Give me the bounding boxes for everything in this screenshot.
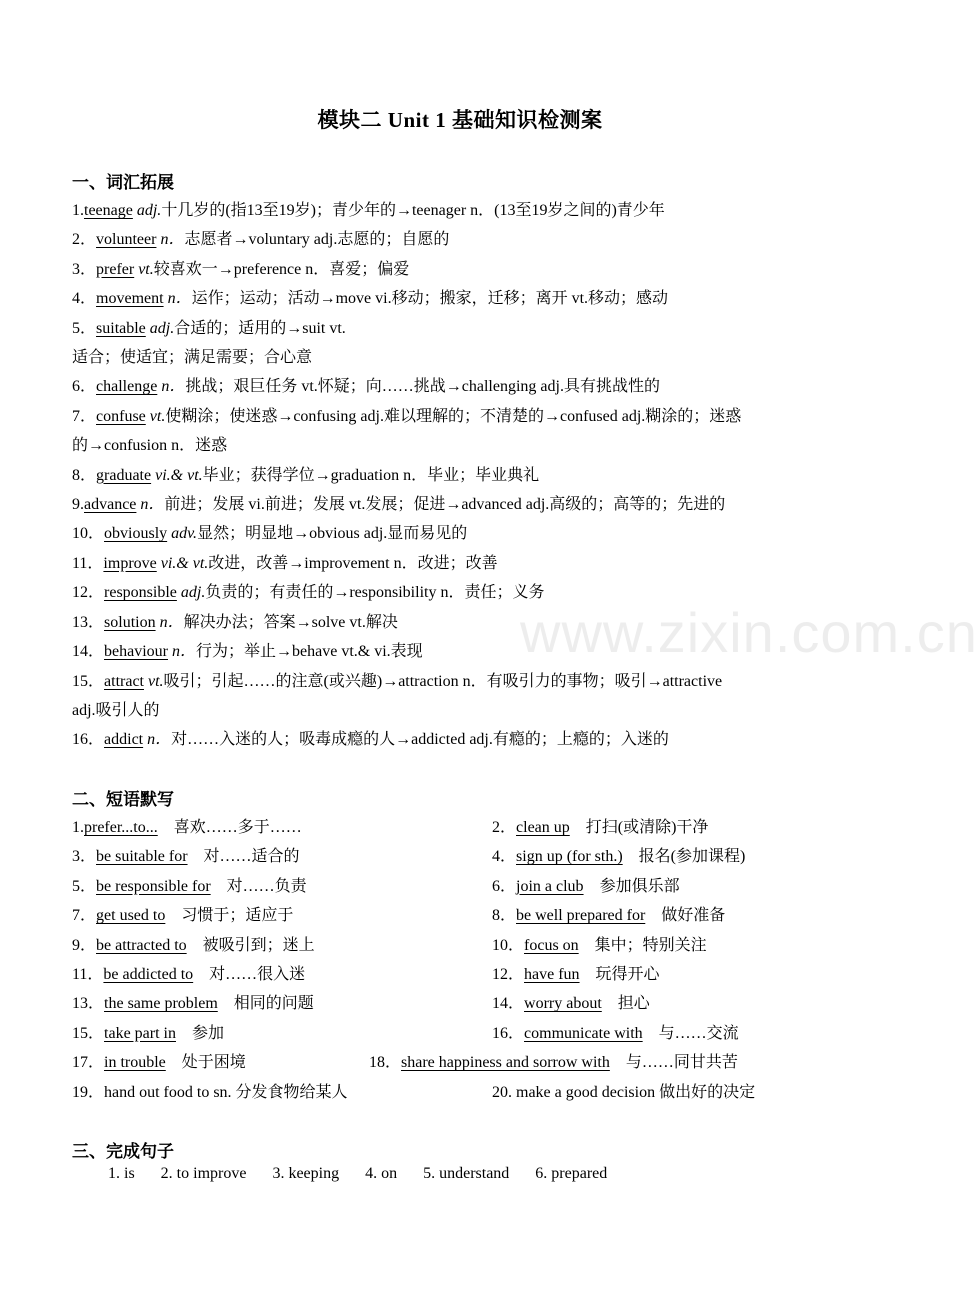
phrase-row: [72, 872, 852, 901]
phrase-answer: sign up (for sth.): [516, 848, 623, 866]
vocab-item: [72, 196, 852, 225]
phrase-left: [72, 960, 305, 989]
phrase-number: 18．: [369, 1054, 402, 1072]
vocab-pos: adj.: [132, 202, 162, 219]
vocab-word: graduate: [96, 466, 152, 484]
phrase-answer: clean up: [516, 819, 570, 836]
vocab-definition: 解决办法；答案→solve vt.解决: [183, 613, 398, 631]
vocab-definition: 显然；明显地→obvious adj.显而易见的: [197, 525, 468, 543]
vocab-item: [72, 519, 852, 548]
phrase-meaning: 对……负责: [210, 877, 307, 895]
vocab-pos: n．: [168, 643, 197, 661]
phrase-right: [492, 901, 725, 930]
phrase-meaning: 相同的问题: [217, 995, 314, 1013]
phrase-left: [72, 842, 300, 871]
phrase-answer: focus on: [524, 936, 579, 954]
vocab-definition: 使糊涂；使迷惑→confusing adj.难以理解的；不清楚的→confused adj.糊涂的；迷惑: [165, 407, 742, 425]
phrase-right: [492, 931, 707, 960]
vocab-number: 14．: [72, 643, 105, 661]
vocab-number: 9.: [72, 496, 84, 514]
vocab-item: [72, 490, 852, 519]
vocab-word: advance: [84, 496, 137, 514]
phrase-answer: be addicted to: [103, 965, 194, 983]
vocab-item: [72, 314, 852, 343]
vocab-number: 1.: [72, 202, 84, 219]
phrase-left: [72, 1019, 224, 1048]
phrase-number: 4．: [492, 848, 517, 866]
vocab-definition: 运作；运动；活动→move vi.移动；搬家，迁移；离开 vt.移动；感动: [191, 290, 669, 308]
vocab-definition: 对……入迷的人；吸毒成瘾的人→addicted adj.有瘾的；上瘾的；入迷的: [171, 731, 669, 749]
phrase-right: [492, 1019, 739, 1048]
phrase-number: 17．: [72, 1054, 105, 1072]
phrase-number: 2．: [492, 819, 517, 836]
phrase-meaning: 报名(参加课程): [622, 848, 746, 866]
phrase-list: [72, 813, 852, 1107]
vocab-item: [72, 725, 852, 754]
phrase-row: [72, 901, 852, 930]
phrase-meaning: 参加: [175, 1024, 224, 1042]
phrase-meaning: 参加俱乐部: [583, 877, 680, 895]
vocab-pos: adj.: [145, 319, 175, 337]
vocab-number: 6．: [72, 378, 97, 396]
vocab-pos: vi.& vt.: [156, 554, 209, 572]
vocab-definition: 较喜欢一→preference n．喜爱；偏爱: [153, 260, 410, 278]
phrase-answer: be well prepared for: [516, 907, 646, 925]
phrase-meaning: 被吸引到；迷上: [186, 936, 315, 954]
sentence-answer: 1. is: [108, 1165, 135, 1182]
phrase-row: [72, 1019, 852, 1048]
vocab-pos: n．: [156, 231, 185, 249]
phrase-meaning: 处于困境: [165, 1054, 246, 1072]
sentence-answer: 2. to improve: [160, 1165, 247, 1182]
vocab-item: [72, 284, 852, 313]
vocab-word: volunteer: [96, 231, 157, 249]
vocab-item: [72, 637, 852, 666]
phrase-meaning: 对……很入迷: [193, 965, 306, 983]
vocab-pos: n．: [136, 496, 165, 514]
vocab-word: movement: [96, 290, 164, 308]
section-heading-sentences: 三、完成句子: [72, 1142, 174, 1161]
vocab-definition: 适合；使适宜；满足需要；合心意: [72, 349, 313, 367]
phrase-answer: be suitable for: [96, 848, 188, 866]
vocab-word: confuse: [96, 407, 146, 425]
vocab-item: [72, 343, 852, 372]
vocab-number: 7．: [72, 407, 97, 425]
section-heading-phrases: 二、短语默写: [72, 790, 174, 809]
phrase-meaning: 与……同甘共苦: [609, 1054, 738, 1072]
vocab-pos: adv.: [167, 525, 198, 543]
phrase-right: [492, 989, 650, 1018]
sentence-answer: 4. on: [365, 1165, 398, 1182]
vocab-item: [72, 608, 852, 637]
phrase-meaning: 习惯于；适应于: [165, 907, 294, 925]
phrase-answer: join a club: [516, 877, 584, 895]
vocab-number: 8．: [72, 466, 97, 484]
phrase-number: 14．: [492, 995, 525, 1013]
vocab-pos: vt.: [145, 407, 166, 425]
vocab-definition: 行为；举止→behave vt.& vi.表现: [196, 643, 423, 661]
phrase-row: [72, 1048, 852, 1077]
vocab-definition: 改进，改善→improvement n．改进；改善: [208, 554, 498, 572]
phrase-meaning: 玩得开心: [579, 965, 660, 983]
phrase-right: [492, 872, 680, 901]
vocab-pos: vt.: [134, 260, 154, 278]
phrase-row: [72, 1078, 852, 1107]
vocab-number: 12．: [72, 584, 105, 602]
vocab-definition: 的→confusion n．迷惑: [72, 437, 228, 455]
phrase-number: 7．: [72, 907, 97, 925]
phrase-left: [72, 872, 307, 901]
vocab-word: addict: [104, 731, 144, 749]
page-title: 模块二 Unit 1 基础知识检测案: [317, 108, 603, 132]
phrase-left: [72, 901, 293, 930]
phrase-number: 5．: [72, 877, 97, 895]
phrase-answer: get used to: [96, 907, 166, 925]
phrase-answer: have fun: [524, 965, 580, 983]
phrase-left: [72, 1048, 246, 1077]
vocab-definition: 挑战；艰巨任务 vt.怀疑；向……挑战→challenging adj.具有挑战性的: [185, 378, 660, 396]
vocab-word: attract: [104, 672, 144, 690]
phrase-row: [72, 989, 852, 1018]
vocab-item: [72, 255, 852, 284]
vocab-item: [72, 431, 852, 460]
phrase-middle: [369, 1048, 738, 1077]
phrase-number: 1.: [72, 819, 84, 836]
phrase-answer: in trouble: [104, 1054, 166, 1072]
phrase-number: 13．: [72, 995, 105, 1013]
vocab-item: [72, 549, 852, 578]
vocab-word: prefer: [96, 260, 135, 278]
vocab-item: [72, 667, 852, 696]
phrase-answer: share happiness and sorrow with: [401, 1054, 610, 1072]
sentence-answer: 6. prepared: [535, 1165, 608, 1182]
phrase-meaning: 与……交流: [642, 1024, 739, 1042]
vocab-pos: vt.: [143, 672, 164, 690]
vocab-pos: n．: [143, 731, 172, 749]
vocab-number: 11．: [72, 554, 104, 572]
vocab-pos: adj.: [176, 584, 206, 602]
phrase-row: [72, 960, 852, 989]
phrase-left: [72, 989, 314, 1018]
phrase-row: [72, 931, 852, 960]
sentence-answers: [108, 1165, 633, 1183]
vocab-word: behaviour: [104, 643, 168, 661]
phrase-meaning: 打扫(或清除)干净: [569, 819, 709, 836]
vocab-item: [72, 402, 852, 431]
vocab-word: suitable: [96, 319, 146, 337]
phrase-right: [492, 842, 745, 871]
phrase-row: [72, 813, 852, 842]
phrase-number: 12．: [492, 965, 525, 983]
phrase-right: 20. make a good decision 做出好的决定: [492, 1083, 756, 1101]
phrase-number: 10．: [492, 936, 525, 954]
vocab-pos: n．: [157, 378, 186, 396]
vocab-list: [72, 196, 852, 755]
section-heading-vocab: 一、词汇拓展: [72, 173, 174, 192]
phrase-answer: communicate with: [524, 1024, 643, 1042]
phrase-answer: worry about: [524, 995, 602, 1013]
phrase-answer: be attracted to: [96, 936, 187, 954]
vocab-number: 2．: [72, 231, 97, 249]
vocab-number: 4．: [72, 290, 97, 308]
vocab-definition: 志愿者→voluntary adj.志愿的；自愿的: [184, 231, 450, 249]
vocab-word: solution: [104, 613, 156, 631]
phrase-meaning: 喜欢……多于……: [157, 819, 302, 836]
vocab-item: [72, 696, 852, 725]
vocab-pos: n．: [163, 290, 192, 308]
vocab-word: responsible: [104, 584, 177, 602]
vocab-definition: adj.吸引人的: [72, 701, 160, 719]
phrase-answer: prefer...to...: [84, 819, 158, 836]
sentence-answer: 3. keeping: [272, 1165, 340, 1182]
phrase-number: 8．: [492, 907, 517, 925]
vocab-definition: 合适的；适用的→suit vt.: [174, 319, 346, 337]
vocab-number: 3．: [72, 260, 97, 278]
phrase-left: [72, 931, 315, 960]
vocab-word: obviously: [104, 525, 168, 543]
phrase-answer: take part in: [104, 1024, 176, 1042]
vocab-number: 13．: [72, 613, 105, 631]
vocab-item: [72, 461, 852, 490]
vocab-word: teenage: [84, 202, 133, 219]
vocab-number: 15．: [72, 672, 105, 690]
vocab-number: 10．: [72, 525, 105, 543]
phrase-number: 3．: [72, 848, 97, 866]
phrase-right: [492, 960, 660, 989]
phrase-number: 16．: [492, 1024, 525, 1042]
vocab-item: [72, 372, 852, 401]
vocab-number: 16．: [72, 731, 105, 749]
vocab-definition: 负责的；有责任的→responsibility n．责任；义务: [205, 584, 545, 602]
phrase-meaning: 集中；特别关注: [578, 936, 707, 954]
vocab-definition: 前进；发展 vi.前进；发展 vt.发展；促进→advanced adj.高级的；高等的；先进的: [164, 496, 726, 514]
phrase-answer: be responsible for: [96, 877, 211, 895]
phrase-answer: the same problem: [104, 995, 218, 1013]
phrase-number: 6．: [492, 877, 517, 895]
phrase-number: 9．: [72, 936, 97, 954]
phrase-left: 19．hand out food to sn. 分发食物给某人: [72, 1083, 348, 1101]
phrase-row: [72, 842, 852, 871]
sentence-answer: 5. understand: [423, 1165, 510, 1182]
phrase-meaning: 对……适合的: [187, 848, 300, 866]
vocab-word: improve: [103, 554, 157, 572]
vocab-definition: 毕业；获得学位→graduation n．毕业；毕业典礼: [202, 466, 540, 484]
vocab-number: 5．: [72, 319, 97, 337]
phrase-number: 11．: [72, 965, 104, 983]
vocab-pos: n．: [155, 613, 184, 631]
phrase-left: [72, 813, 302, 842]
vocab-word: challenge: [96, 378, 158, 396]
vocab-item: [72, 578, 852, 607]
phrase-right: [492, 813, 708, 842]
phrase-meaning: 做好准备: [645, 907, 726, 925]
vocab-definition: 十几岁的(指13至19岁)；青少年的→teenager n．(13至19岁之间的)青少年: [161, 202, 665, 219]
vocab-definition: 吸引；引起……的注意(或兴趣)→attraction n．有吸引力的事物；吸引→attractive: [163, 672, 723, 690]
vocab-pos: vi.& vt.: [151, 466, 203, 484]
vocab-item: [72, 225, 852, 254]
phrase-number: 15．: [72, 1024, 105, 1042]
phrase-meaning: 担心: [601, 995, 650, 1013]
watermark: www.zixin.com.cn: [520, 601, 978, 664]
